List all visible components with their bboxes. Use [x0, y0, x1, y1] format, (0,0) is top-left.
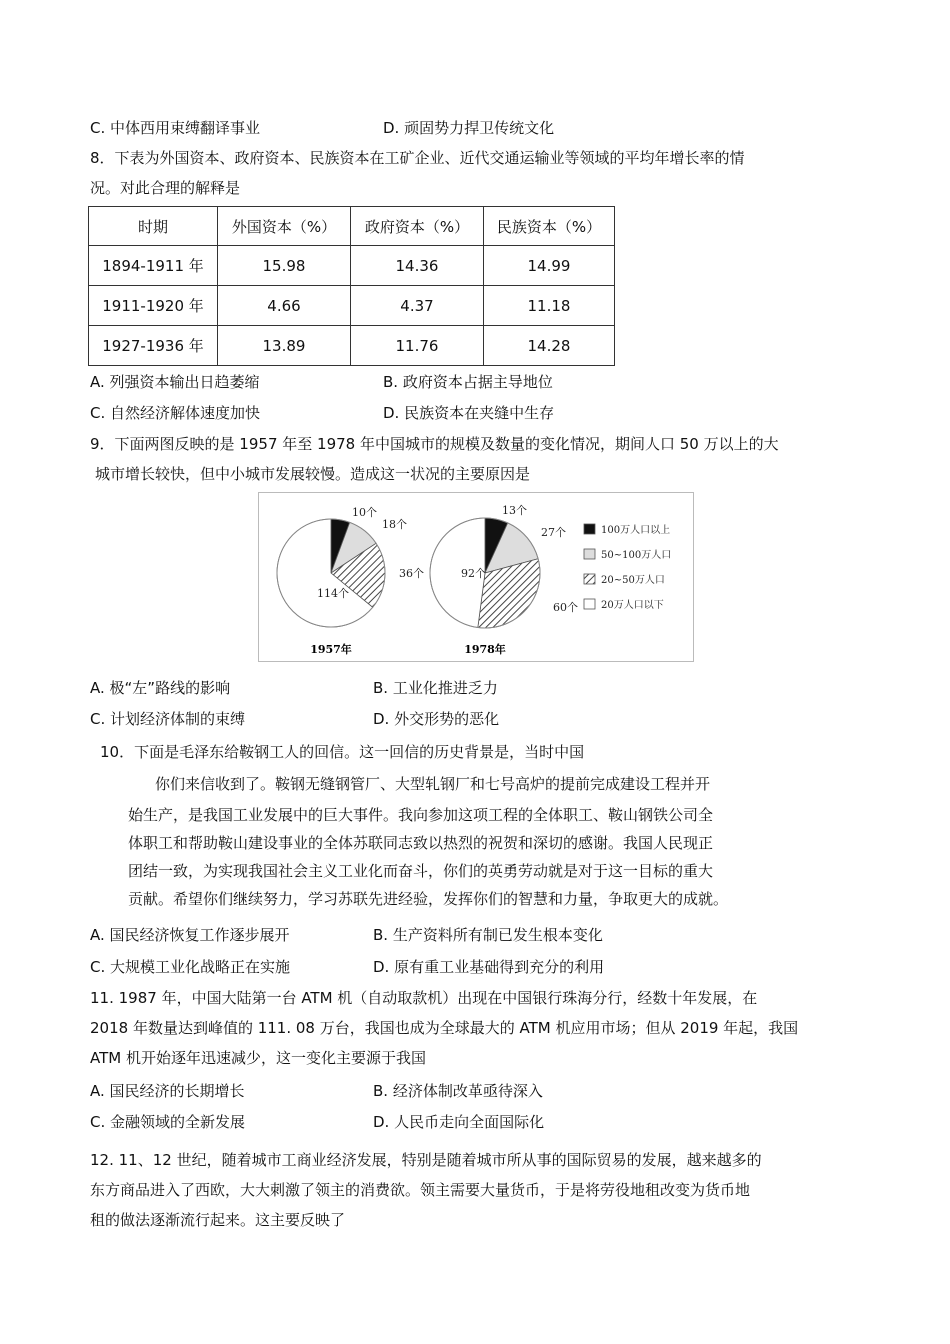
pie-chart-svg [259, 493, 693, 661]
table-cell: 15.98 [218, 246, 351, 286]
q9-option-a: A. 极“左”路线的影响 [90, 679, 231, 697]
table-cell: 1894-1911 年 [89, 246, 218, 286]
table-header: 时期 [89, 207, 218, 246]
q10-stem: 10．下面是毛泽东给鞍钢工人的回信。这一回信的历史背景是，当时中国 [100, 743, 585, 761]
pie-data-label: 36个 [399, 567, 424, 580]
q7-option-d: D. 顽固势力捍卫传统文化 [383, 119, 555, 137]
capital-growth-table [88, 206, 615, 366]
q9-option-c: C. 计划经济体制的束缚 [90, 710, 246, 728]
q11-option-a: A. 国民经济的长期增长 [90, 1082, 245, 1100]
pie-data-label: 60个 [553, 601, 578, 614]
table-cell: 11.76 [351, 326, 484, 366]
table-cell: 11.18 [484, 286, 615, 326]
letter-line: 体职工和帮助鞍山建设事业的全体苏联同志致以热烈的祝贺和深切的感谢。我国人民现正 [128, 834, 714, 852]
legend-swatch [584, 524, 595, 534]
q12-stem-line2: 东方商品进入了西欧，大大刺激了领主的消费欲。领主需要大量货币，于是将劳役地租改变为货币地 [90, 1181, 751, 1199]
pie-data-label: 10个 [352, 506, 377, 519]
q11-stem-line2: 2018 年数量达到峰值的 111. 08 万台，我国也成为全球最大的 ATM 机应用市场；但从 2019 年起，我国 [90, 1019, 799, 1037]
q8-option-c: C. 自然经济解体速度加快 [90, 404, 261, 422]
q9-option-b: B. 工业化推进乏力 [373, 679, 498, 697]
pie-year-label-1957: 1957年 [310, 643, 352, 656]
q10-option-c: C. 大规模工业化战略正在实施 [90, 958, 291, 976]
table-row [89, 246, 615, 286]
q9-option-d: D. 外交形势的恶化 [373, 710, 500, 728]
q11-option-b: B. 经济体制改革亟待深入 [373, 1082, 543, 1100]
q10-option-d: D. 原有重工业基础得到充分的利用 [373, 958, 605, 976]
pie-data-label: 27个 [541, 526, 566, 539]
letter-line: 始生产，是我国工业发展中的巨大事件。我向参加这项工程的全体职工、鞍山钢铁公司全 [128, 806, 714, 824]
q7-option-c: C. 中体西用束缚翻译事业 [90, 119, 261, 137]
legend-label: 20~50万人口 [601, 575, 665, 586]
pie-data-label: 13个 [502, 504, 527, 517]
q10-option-b: B. 生产资料所有制已发生根本变化 [373, 926, 603, 944]
pie-data-label: 114个 [317, 587, 349, 600]
q9-stem-line1: 9．下面两图反映的是 1957 年至 1978 年中国城市的规模及数量的变化情况，期间人口 50 万以上的大 [90, 435, 779, 453]
q11-option-c: C. 金融领域的全新发展 [90, 1113, 246, 1131]
q11-stem-line1: 11. 1987 年，中国大陆第一台 ATM 机（自动取款机）出现在中国银行珠海分行，经数十年发展，在 [90, 989, 758, 1007]
q8-option-b: B. 政府资本占据主导地位 [383, 373, 553, 391]
q9-stem-line2: 城市增长较快，但中小城市发展较慢。造成这一状况的主要原因是 [95, 465, 531, 483]
table-cell: 14.28 [484, 326, 615, 366]
table-cell: 4.37 [351, 286, 484, 326]
q8-stem-line2: 况。对此合理的解释是 [90, 179, 241, 197]
letter-line: 你们来信收到了。鞍钢无缝钢管厂、大型轧钢厂和七号高炉的提前完成建设工程并开 [155, 775, 711, 793]
q8-option-d: D. 民族资本在夹缝中生存 [383, 404, 555, 422]
table-row [89, 326, 615, 366]
q11-stem-line3: ATM 机开始逐年迅速减少，这一变化主要源于我国 [90, 1049, 426, 1067]
table-cell: 13.89 [218, 326, 351, 366]
table-header: 外国资本（%） [218, 207, 351, 246]
q12-stem-line1: 12. 11、12 世纪，随着城市工商业经济发展，特别是随着城市所从事的国际贸易的发展，越来越多的 [90, 1151, 762, 1169]
q11-option-d: D. 人民币走向全面国际化 [373, 1113, 545, 1131]
legend-swatch [584, 549, 595, 559]
legend-swatch [584, 599, 595, 609]
table-row [89, 286, 615, 326]
table-header: 民族资本（%） [484, 207, 615, 246]
table-cell: 4.66 [218, 286, 351, 326]
table-cell: 1911-1920 年 [89, 286, 218, 326]
legend-label: 100万人口以上 [601, 525, 671, 536]
q12-stem-line3: 租的做法逐渐流行起来。这主要反映了 [90, 1211, 346, 1229]
legend-label: 50~100万人口 [601, 550, 672, 561]
q8-option-a: A. 列强资本输出日趋萎缩 [90, 373, 260, 391]
table-header-row [89, 207, 615, 246]
table-cell: 14.36 [351, 246, 484, 286]
q8-stem-line1: 8．下表为外国资本、政府资本、民族资本在工矿企业、近代交通运输业等领域的平均年增长率的情 [90, 149, 745, 167]
table-cell: 1927-1936 年 [89, 326, 218, 366]
pie-data-label: 92个 [461, 567, 486, 580]
table-cell: 14.99 [484, 246, 615, 286]
q10-option-a: A. 国民经济恢复工作逐步展开 [90, 926, 290, 944]
pie-data-label: 18个 [382, 518, 407, 531]
pie-year-label-1978: 1978年 [464, 643, 506, 656]
letter-line: 贡献。希望你们继续努力，学习苏联先进经验，发挥你们的智慧和力量，争取更大的成就。 [128, 890, 729, 908]
legend-swatch [584, 574, 595, 584]
legend-label: 20万人口以下 [601, 600, 664, 611]
letter-line: 团结一致，为实现我国社会主义工业化而奋斗，你们的英勇劳动就是对于这一目标的重大 [128, 862, 714, 880]
table-header: 政府资本（%） [351, 207, 484, 246]
city-size-pie-charts [258, 492, 694, 662]
